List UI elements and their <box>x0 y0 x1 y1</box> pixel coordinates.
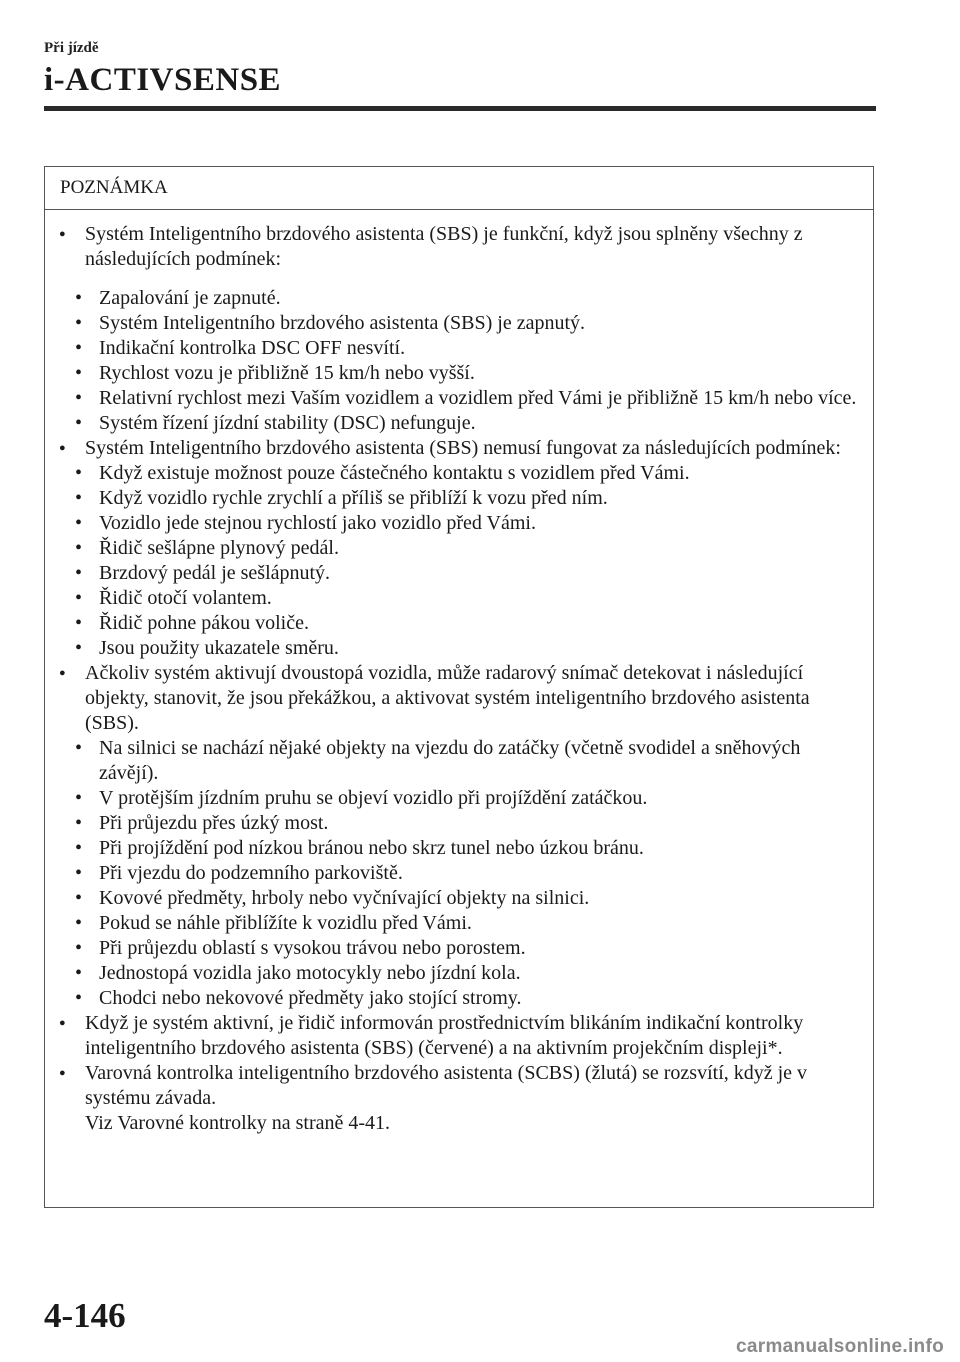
note-subitem: • Indikační kontrolka DSC OFF nesvítí. <box>75 336 859 361</box>
note-subitem: • Brzdový pedál je sešlápnutý. <box>75 561 859 586</box>
note-subitem: • Při projíždění pod nízkou bránou nebo skrz tunel nebo úzkou bránu. <box>75 836 859 861</box>
note-subitem: • Když vozidlo rychle zrychlí a příliš se přiblíží k vozu před ním. <box>75 486 859 511</box>
note-item <box>59 222 859 272</box>
cross-reference: Viz Varovné kontrolky na straně 4-41. <box>85 1112 391 1134</box>
note-item-text: ● Systém Inteligentního brzdového asistenta (SBS) je funkční, když jsou splněny všechny z následujících podmínek: <box>85 223 803 270</box>
chapter-title: i-ACTIVSENSE <box>44 62 282 98</box>
note-subitem: • Zapalování je zapnuté. <box>75 286 859 311</box>
note-item-text: ● Systém Inteligentního brzdového asistenta (SBS) nemusí fungovat za následujících podmínek: <box>85 437 841 459</box>
note-subitem: • Systém řízení jízdní stability (DSC) nefunguje. <box>75 411 859 436</box>
page-number: 4-146 <box>44 1296 126 1335</box>
note-item-text: ● Ačkoliv systém aktivují dvoustopá vozidla, může radarový snímač detekovat i následující objekty, stanovit, že jsou překážkou, a aktivovat systém inteligentního brzdového asistenta (SBS). <box>85 662 810 734</box>
note-subitem: • Relativní rychlost mezi Vaším vozidlem a vozidlem před Vámi je přibližně 15 km/h nebo více. <box>75 386 859 411</box>
note-item <box>59 436 859 461</box>
note-subitem: • Řidič pohne pákou voliče. <box>75 611 859 636</box>
note-subitem: • Při vjezdu do podzemního parkoviště. <box>75 861 859 886</box>
note-item <box>59 661 859 736</box>
note-subitem: • Pokud se náhle přiblížíte k vozidlu před Vámi. <box>75 911 859 936</box>
note-subitem: • Při průjezdu přes úzký most. <box>75 811 859 836</box>
note-subitem: • Jsou použity ukazatele směru. <box>75 636 859 661</box>
note-subitem: • Řidič otočí volantem. <box>75 586 859 611</box>
note-subitem: • Chodci nebo nekovové předměty jako stojící stromy. <box>75 986 859 1011</box>
note-subitem: • Systém Inteligentního brzdového asistenta (SBS) je zapnutý. <box>75 311 859 336</box>
spacer <box>59 272 859 286</box>
note-subitem: • Jednostopá vozidla jako motocykly nebo jízdní kola. <box>75 961 859 986</box>
note-subitem: • Rychlost vozu je přibližně 15 km/h nebo vyšší. <box>75 361 859 386</box>
note-subitem: • Kovové předměty, hrboly nebo vyčnívající objekty na silnici. <box>75 886 859 911</box>
note-heading: POZNÁMKA <box>45 167 873 210</box>
note-item <box>59 1061 859 1136</box>
note-item-text: ● Když je systém aktivní, je řidič informován prostřednictvím blikáním indikační kontrolky inteligentního brzdového asistenta (SBS) (červené) a na aktivním projekčním displeji*. <box>85 1012 804 1059</box>
note-subitem: • Při průjezdu oblastí s vysokou trávou nebo porostem. <box>75 936 859 961</box>
note-subitem: • Když existuje možnost pouze částečného kontaktu s vozidlem před Vámi. <box>75 461 859 486</box>
watermark: carmanualsonline.info <box>736 1336 944 1357</box>
note-box <box>44 166 874 1208</box>
note-item-text: ● Varovná kontrolka inteligentního brzdového asistenta (SCBS) (žlutá) se rozsvítí, když je v systému závada. <box>85 1062 808 1109</box>
title-rule <box>44 106 876 111</box>
note-subitem: • Řidič sešlápne plynový pedál. <box>75 536 859 561</box>
note-item <box>59 1011 859 1061</box>
note-body <box>45 210 873 1136</box>
note-subitem: • Na silnici se nachází nějaké objekty na vjezdu do zatáčky (včetně svodidel a sněhových závějí). <box>75 736 859 786</box>
note-subitem: • Vozidlo jede stejnou rychlostí jako vozidlo před Vámi. <box>75 511 859 536</box>
section-label: Při jízdě <box>44 40 99 56</box>
note-subitem: • V protějším jízdním pruhu se objeví vozidlo při projíždění zatáčkou. <box>75 786 859 811</box>
